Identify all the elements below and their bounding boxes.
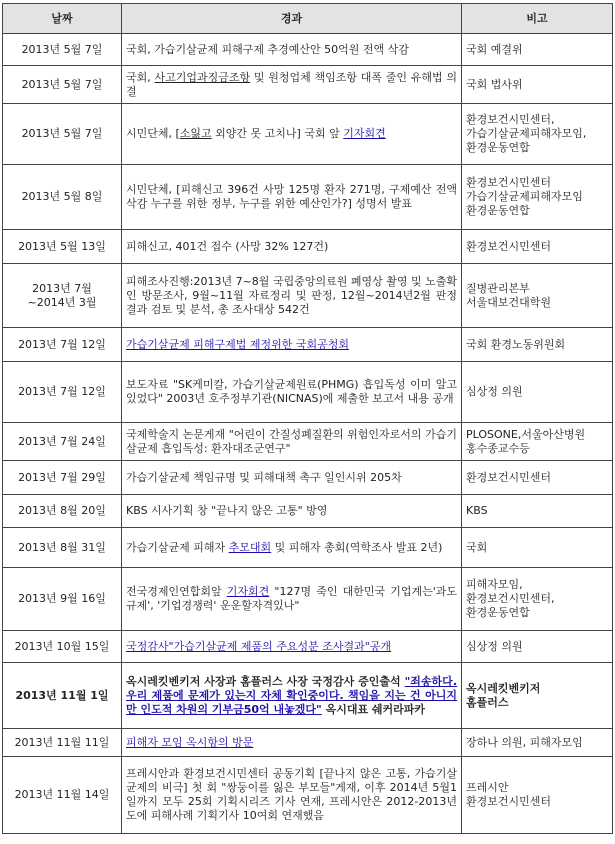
table-row	[3, 264, 613, 328]
table-row	[3, 362, 613, 423]
timeline-table	[2, 3, 613, 834]
row-date: 2013년 7월 12일	[3, 362, 122, 423]
row-date: 2013년 8월 20일	[3, 495, 122, 528]
table-row	[3, 34, 613, 66]
row-date: 2013년 7월 12일	[3, 328, 122, 362]
row-note: PLOSONE,서울아산병원 홍수종교수등	[462, 423, 613, 461]
table-row	[3, 104, 613, 165]
row-content: 가습기살균제 책임규명 및 피해대책 촉구 일인시위 205차	[122, 461, 462, 495]
row-date: 2013년 7월 ~2014년 3월	[3, 264, 122, 328]
row-note: 환경보건시민센터	[462, 461, 613, 495]
apology-quote-link[interactable]: "죄송하다. 우리 제품에 문제가 있는지 자체 확인중이다. 책임을 지는 건 아니지만 인도적 차원의 기부금50억 내놓겠다"	[126, 674, 457, 716]
row-note: 프레시안 환경보건시민센터	[462, 757, 613, 834]
row-content: 보도자료 "SK케미칼, 가습기살균제원료(PHMG) 흡입독성 이미 알고 있었다" 2003년 호주정부기관(NICNAS)에 제출한 보고서 내용 공개	[122, 362, 462, 423]
table-row	[3, 165, 613, 230]
press-conference-link-2[interactable]: 기자회견	[226, 585, 270, 598]
row-date: 2013년 10월 15일	[3, 631, 122, 663]
row-content	[122, 631, 462, 663]
row-content: KBS 시사기획 창 "끝나지 않은 고통" 방영	[122, 495, 462, 528]
row-note: 장하나 의원, 피해자모임	[462, 729, 613, 757]
row-note: 환경보건시민센터 가습기살균제피해자모임 환경운동연합	[462, 165, 613, 230]
table-row	[3, 757, 613, 834]
header-progress: 경과	[122, 4, 462, 34]
row-date: 2013년 5월 7일	[3, 104, 122, 165]
table-row	[3, 528, 613, 568]
row-note: 국회	[462, 528, 613, 568]
row-content	[122, 328, 462, 362]
header-row	[3, 4, 613, 34]
row-note: 국회 환경노동위원회	[462, 328, 613, 362]
row-content: 시민단체, [소잃고 외양간 못 고치나] 국회 앞 기자회견	[122, 104, 462, 165]
row-content: 피해신고, 401건 접수 (사망 32% 127건)	[122, 230, 462, 264]
row-content: 국제학술지 논문게재 "어린이 간질성폐질환의 위험인자로서의 가습기살균제 흡입독성: 환자대조군연구"	[122, 423, 462, 461]
row-date: 2013년 5월 7일	[3, 66, 122, 104]
header-note: 비고	[462, 4, 613, 34]
press-conference-link[interactable]: 기자회견	[343, 127, 386, 140]
row-date: 2013년 11월 14일	[3, 757, 122, 834]
row-note: 질병관리본부 서울대보건대학원	[462, 264, 613, 328]
row-date: 2013년 5월 7일	[3, 34, 122, 66]
row-content: 국회, 사고기업과징금조항 및 원청업체 책임조항 대폭 줄인 유해법 의결	[122, 66, 462, 104]
table-row	[3, 568, 613, 631]
row-date: 2013년 5월 8일	[3, 165, 122, 230]
row-content	[122, 729, 462, 757]
table-row	[3, 66, 613, 104]
table-row	[3, 729, 613, 757]
row-date: 2013년 8월 31일	[3, 528, 122, 568]
audit-result-link[interactable]: 국정감사"가습기살균제 제품의 주요성분 조사결과"공개	[126, 639, 392, 653]
table-row	[3, 495, 613, 528]
table-row	[3, 663, 613, 729]
row-date: 2013년 7월 24일	[3, 423, 122, 461]
table-row	[3, 230, 613, 264]
row-note: KBS	[462, 495, 613, 528]
row-note: 옥시레킷벤키저 홈플러스	[462, 663, 613, 729]
row-content: 피해조사진행:2013년 7~8월 국립중앙의료원 폐영상 촬영 및 노출확인 방문조사, 9월~11월 자료정리 및 판정, 12월~2014년2월 판정결과 검토 및 분석, 총 조사대상 542건	[122, 264, 462, 328]
row-date: 2013년 11월 1일	[3, 663, 122, 729]
table-row	[3, 631, 613, 663]
row-date: 2013년 11월 11일	[3, 729, 122, 757]
row-content: 전국경제인연합회앞 기자회견 "127명 죽인 대한민국 기업계는'과도규제', '기업경쟁력' 운운할자격있나"	[122, 568, 462, 631]
row-content: 프레시안과 환경보건시민센터 공동기획 [끝나지 않은 고통, 가습기살균제의 비극] 첫 회 "쌍둥이를 잃은 부모들"게재, 이후 2014년 5월1일까지 모두 25회 기획시리즈 기사 연재, 프레시안은 2012-2013년도에 피해사례 기획기사 10여회 연재했음	[122, 757, 462, 834]
memorial-link[interactable]: 추모대회	[228, 540, 272, 554]
table-row	[3, 328, 613, 362]
row-content: 시민단체, [피해신고 396건 사망 125명 환자 271명, 구제예산 전액삭감 누구를 위한 정부, 누구를 위한 예산인가?] 성명서 발표	[122, 165, 462, 230]
row-note: 국회 법사위	[462, 66, 613, 104]
row-note: 심상정 의원	[462, 631, 613, 663]
row-date: 2013년 9월 16일	[3, 568, 122, 631]
row-date: 2013년 7월 29일	[3, 461, 122, 495]
row-note: 환경보건시민센터	[462, 230, 613, 264]
row-note: 국회 예결위	[462, 34, 613, 66]
table-row	[3, 423, 613, 461]
protest-visit-link[interactable]: 피해자 모임 옥시항의 방문	[126, 735, 254, 749]
row-note: 심상정 의원	[462, 362, 613, 423]
row-note: 피해자모임, 환경보건시민센터, 환경운동연합	[462, 568, 613, 631]
hearing-link[interactable]: 가습기살균제 피해구제법 제정위한 국회공청회	[126, 337, 350, 351]
row-date: 2013년 5월 13일	[3, 230, 122, 264]
header-date: 날짜	[3, 4, 122, 34]
row-content: 가습기살균제 피해자 추모대회 및 피해자 총회(역학조사 발표 2년)	[122, 528, 462, 568]
row-content: 국회, 가습기살균제 피해구제 추경예산안 50억원 전액 삭감	[122, 34, 462, 66]
table-row	[3, 461, 613, 495]
row-note: 환경보건시민센터, 가습기살균제피해자모임, 환경운동연합	[462, 104, 613, 165]
row-content: 옥시레킷벤키저 사장과 홈플러스 사장 국정감사 증인출석 "죄송하다. 우리 제품에 문제가 있는지 자체 확인중이다. 책임을 지는 건 아니지만 인도적 차원의 기부금50억 내놓겠다" 옥시대표 쉐커라파카	[122, 663, 462, 729]
